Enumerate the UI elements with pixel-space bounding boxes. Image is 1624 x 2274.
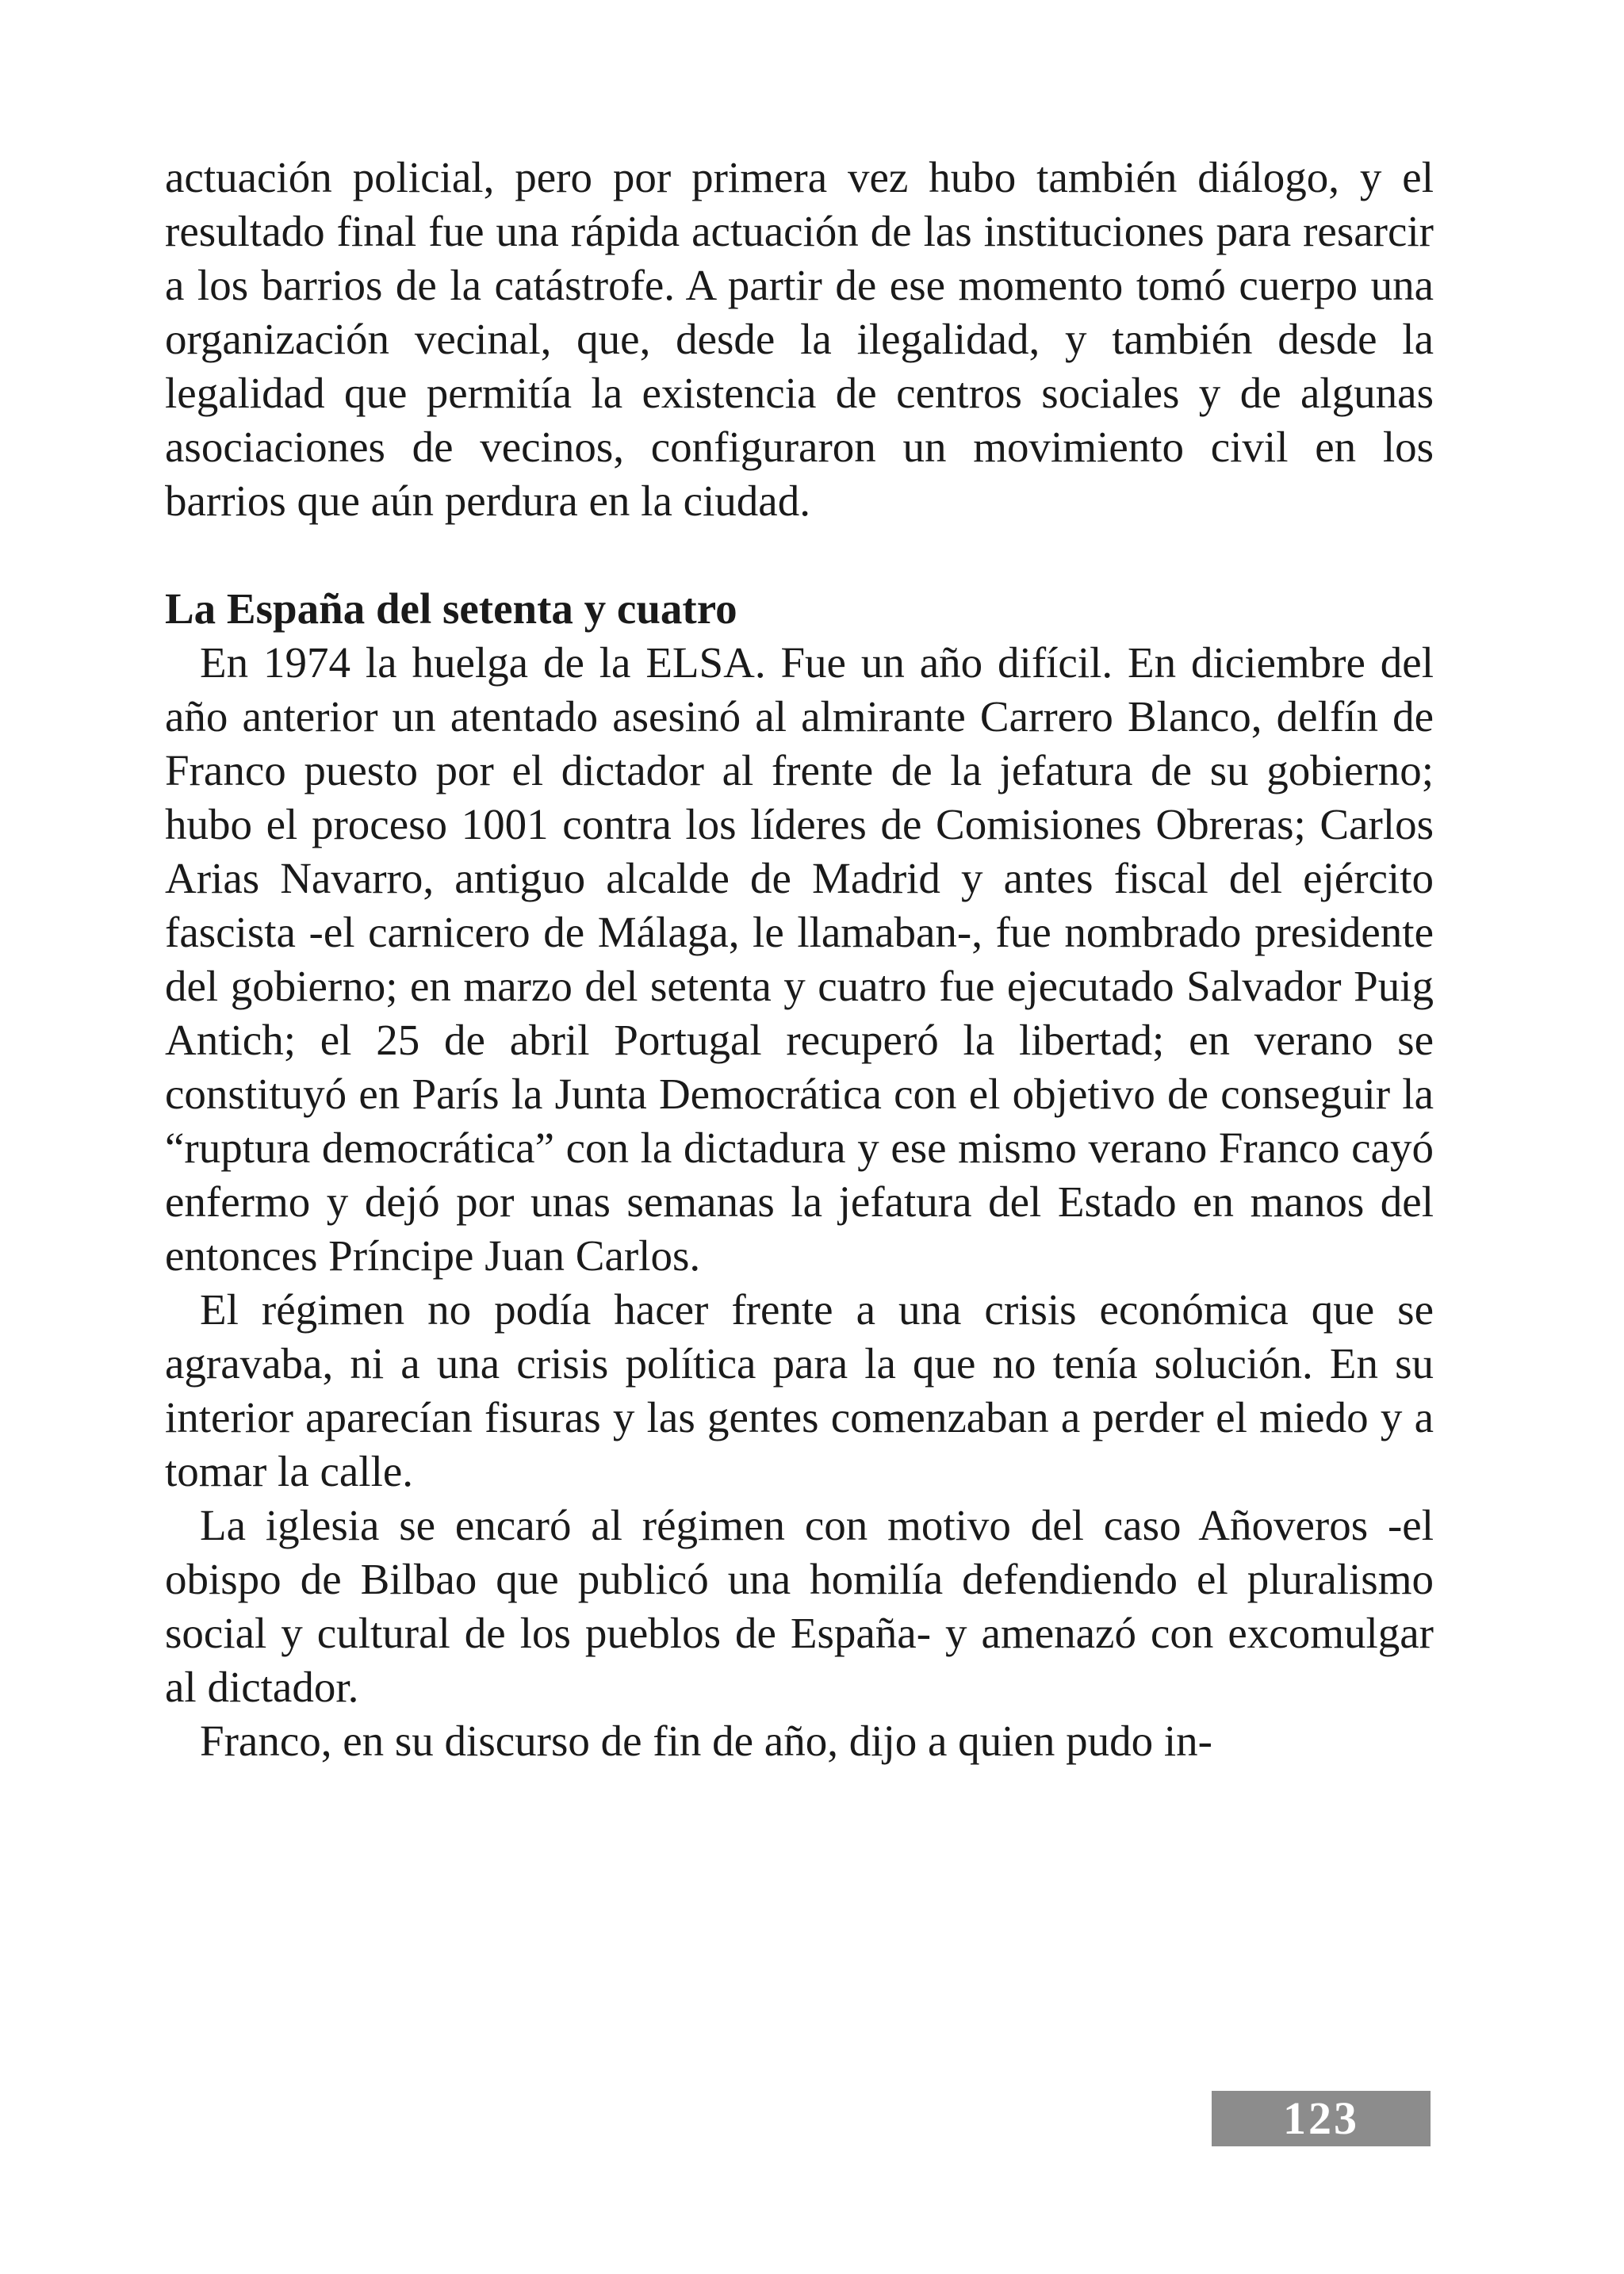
page-body [165, 151, 1434, 1768]
page-number-badge [1212, 2091, 1431, 2146]
text-block [165, 151, 1434, 1768]
paragraph: Franco, en su discurso de fin de año, dijo a quien pudo in- [200, 1717, 1212, 1765]
section-heading: La España del setenta y cuatro [165, 584, 737, 633]
paragraph: En 1974 la huelga de la ELSA. Fue un año difícil. En diciembre del año anterior un atentado asesinó al almirante Carrero Blanco, delfín de Franco puesto por el dictador al frente de la jefatura de su gobierno; hubo el proceso 1001 contra los líderes de Comisiones Obreras; Carlos Arias Navarro, antiguo alcalde de Madrid y antes fiscal del ejército fascista -el carnicero de Málaga, le llamaban-, fue nombrado presidente del gobierno; en marzo del setenta y cuatro fue ejecutado Salvador Puig Antich; el 25 de abril Portugal recuperó la libertad; en verano se constituyó en París la Junta Democrática con el objetivo de conseguir la “ruptura democrática” con la dictadura y ese mismo verano Franco cayó enfermo y dejó por unas semanas la jefatura del Estado en manos del entonces Príncipe Juan Carlos. [165, 638, 1434, 1280]
page-number: 123 [1283, 2092, 1359, 2144]
paragraph-continuation: actuación policial, pero por primera vez hubo también diálogo, y el resultado final fue una rápida actuación de las instituciones para resarcir a los barrios de la catástrofe. A partir de ese momento tomó cuerpo una organización vecinal, que, desde la ilegalidad, y también desde la legalidad que permitía la existencia de centros sociales y de algunas asociaciones de vecinos, configuraron un movimiento civil en los barrios que aún perdura en la ciudad. [165, 153, 1434, 525]
paragraph: El régimen no podía hacer frente a una crisis económica que se agravaba, ni a una crisis política para la que no tenía solución. En su interior aparecían fisuras y las gentes comenzaban a perder el miedo y a tomar la calle. [165, 1285, 1434, 1495]
paragraph: La iglesia se encaró al régimen con motivo del caso Añoveros -el obispo de Bilbao que publicó una homilía defendiendo el pluralismo social y cultural de los pueblos de España- y amenazó con excomulgar al dictador. [165, 1501, 1434, 1711]
